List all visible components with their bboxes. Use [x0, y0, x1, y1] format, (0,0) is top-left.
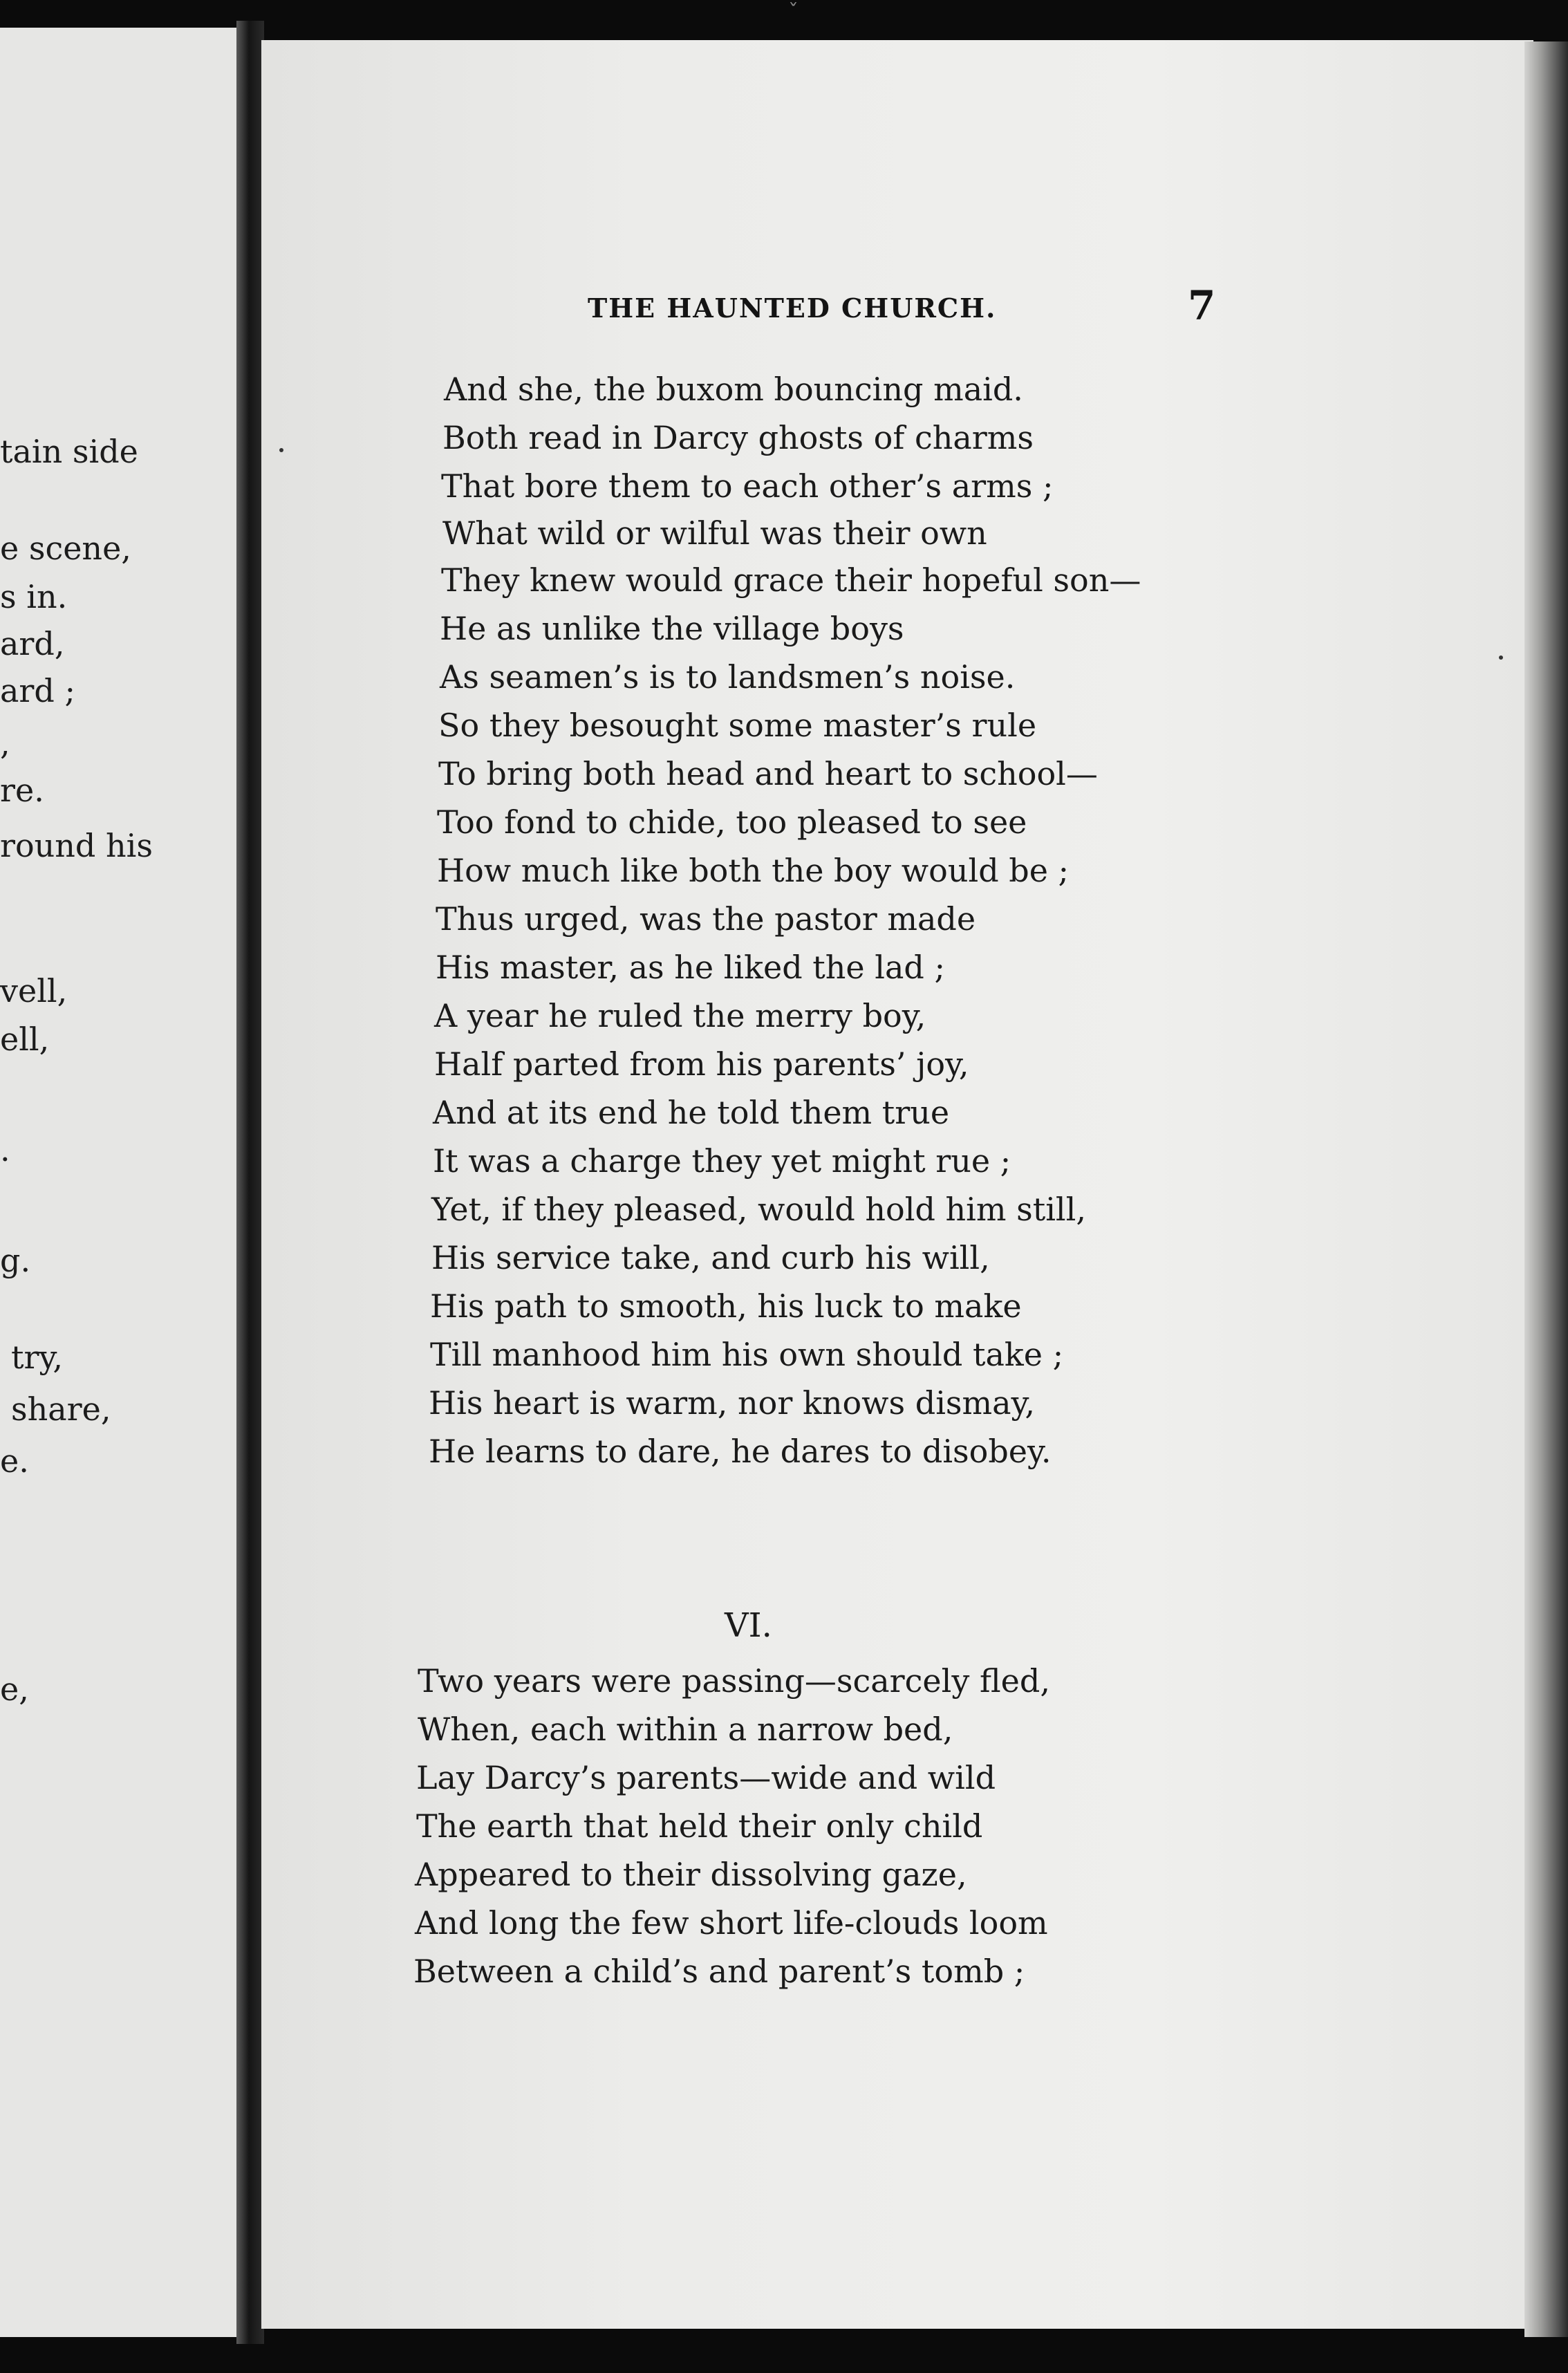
verse-line: When, each within a narrow bed, [418, 1711, 953, 1748]
verse-line: How much like both the boy would be ; [437, 852, 1070, 889]
left-page-line: try, [11, 1339, 63, 1376]
ink-speck [1499, 655, 1503, 660]
left-page-line: re. [0, 772, 44, 809]
page-edge-shadow [1524, 41, 1568, 2337]
verse-line: Thus urged, was the pastor made [436, 900, 976, 938]
running-head: THE HAUNTED CHURCH. [588, 292, 997, 324]
verse-line: Till manhood him his own should take ; [430, 1336, 1064, 1373]
verse-line: Lay Darcy’s parents—wide and wild [416, 1759, 996, 1796]
verse-line: Two years were passing—scarcely fled, [418, 1662, 1050, 1700]
verse-line: And she, the buxom bouncing maid. [444, 371, 1023, 408]
left-page-line: g. [0, 1242, 31, 1279]
verse-line: A year he ruled the merry boy, [434, 997, 926, 1034]
verse-line: They knew would grace their hopeful son— [441, 561, 1141, 599]
left-page-line: e. [0, 1442, 29, 1480]
verse-line: That bore them to each other’s arms ; [441, 467, 1054, 505]
verse-line: He learns to dare, he dares to disobey. [429, 1433, 1052, 1470]
verse-line: Both read in Darcy ghosts of charms [442, 419, 1034, 456]
scan-artifact-mark: ˇ [788, 0, 799, 24]
verse-line: His heart is warm, nor knows dismay, [429, 1384, 1036, 1422]
verse-block-vi [261, 40, 1533, 2329]
verse-line: It was a charge they yet might rue ; [433, 1142, 1011, 1180]
verse-line: Half parted from his parents’ joy, [434, 1045, 969, 1083]
verse-line: Appeared to their dissolving gaze, [415, 1856, 967, 1893]
left-page-line: e scene, [0, 530, 131, 567]
left-page-line: round his [0, 827, 153, 864]
left-page-line: ard ; [0, 672, 75, 709]
left-page-line: ard, [0, 625, 65, 662]
verse-line: As seamen’s is to landsmen’s noise. [440, 658, 1016, 696]
left-page-line: tain side [0, 433, 138, 470]
left-page-line: ell, [0, 1021, 50, 1058]
page-number: 7 [1188, 282, 1216, 329]
verse-line: Yet, if they pleased, would hold him still, [431, 1191, 1086, 1228]
verse-line: What wild or wilful was their own [442, 514, 987, 552]
section-number: VI. [725, 1606, 772, 1645]
verse-line: Too fond to chide, too pleased to see [437, 803, 1027, 841]
left-page-line: . [0, 1131, 10, 1169]
verse-line: And at its end he told them true [433, 1094, 950, 1131]
verse-line: So they besought some master’s rule [438, 707, 1037, 744]
verse-line: His master, as he liked the lad ; [436, 949, 945, 986]
current-page [261, 40, 1533, 2329]
verse-line: Between a child’s and parent’s tomb ; [413, 1953, 1025, 1990]
verse-line: The earth that held their only child [416, 1807, 983, 1845]
left-page-line: , [0, 725, 10, 762]
verse-line: He as unlike the village boys [440, 610, 904, 647]
verse-line: His path to smooth, his luck to make [430, 1287, 1022, 1325]
ink-speck [279, 448, 283, 452]
left-page-line: share, [11, 1390, 111, 1428]
left-page-line: vell, [0, 972, 68, 1009]
left-page-line: s in. [0, 578, 68, 615]
book-gutter [236, 21, 264, 2344]
previous-page-fragment [0, 28, 249, 2337]
verse-line: To bring both head and heart to school— [438, 755, 1098, 792]
verse-line: And long the few short life-clouds loom [415, 1904, 1048, 1942]
left-page-line: e, [0, 1671, 29, 1708]
verse-line: His service take, and curb his will, [431, 1239, 990, 1276]
